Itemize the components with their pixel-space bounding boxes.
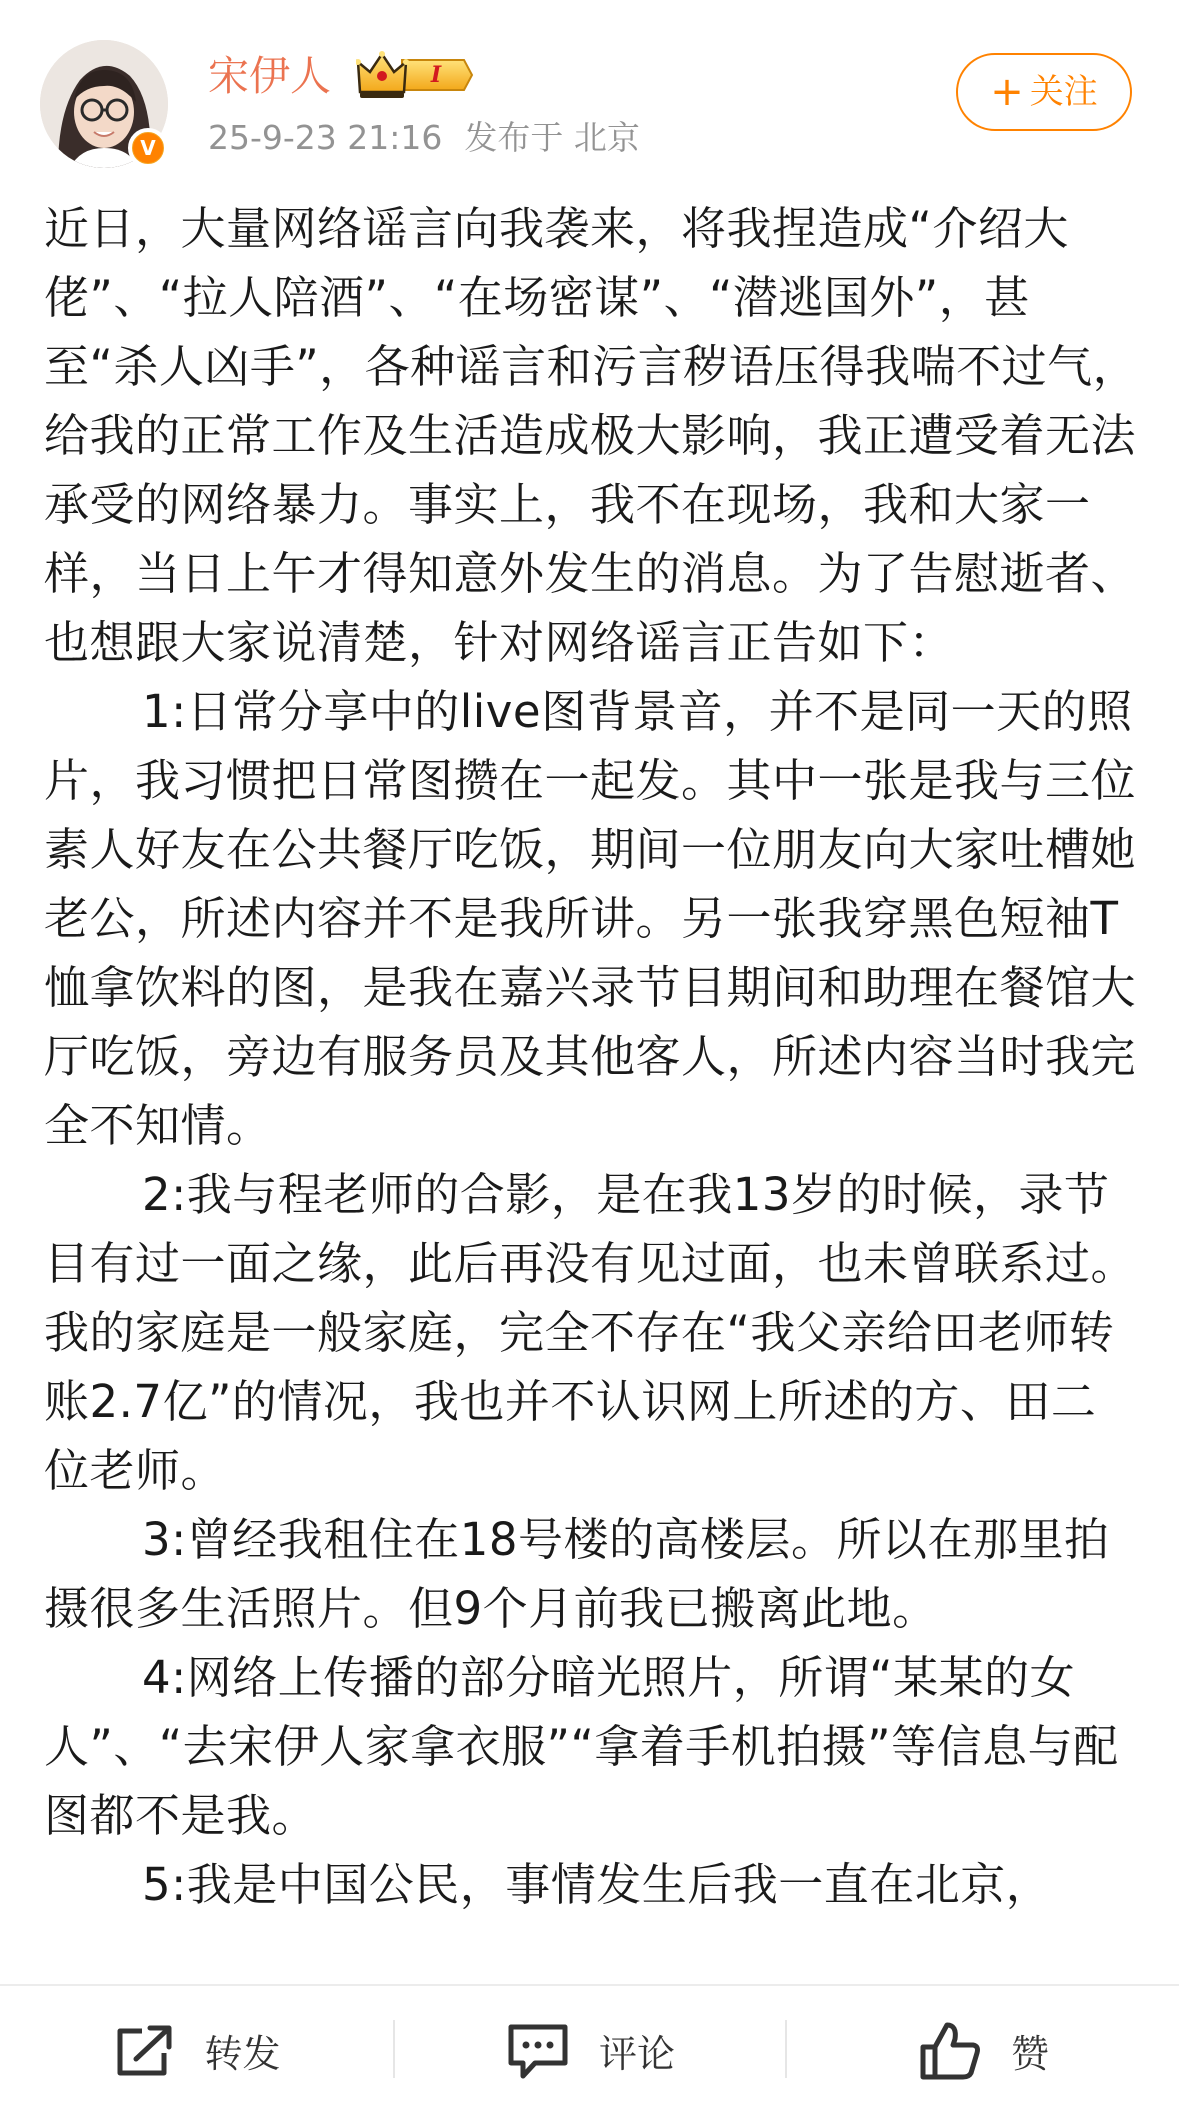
verified-badge-icon: V — [128, 128, 168, 168]
action-bar — [0, 1986, 1179, 2115]
plus-icon: + — [990, 69, 1024, 115]
user-name[interactable]: 宋伊人 — [208, 52, 331, 100]
comment-label: 评论 — [598, 2032, 675, 2076]
post-content — [44, 194, 1140, 1919]
comment-icon — [505, 2021, 571, 2081]
follow-label: 关注 — [1029, 72, 1098, 112]
post-paragraph: 1:日常分享中的live图背景音，并不是同一天的照片，我习惯把日常图攒在一起发。其中一张是我与三位素人好友在公共餐厅吃饭，期间一位朋友向大家吐槽她老公，所述内容并不是我所讲。另一张我穿黑色短袖T恤拿饮料的图，是我在嘉兴录节目期间和助理在餐馆大厅吃饭，旁边有服务员及其他客人，所述内容当时我完全不知情。 — [44, 685, 1137, 1152]
post-paragraph: 3:曾经我租住在18号楼的高楼层。所以在那里拍摄很多生活照片。但9个月前我已搬离此地。 — [44, 1513, 1110, 1635]
comment-button[interactable] — [395, 1986, 785, 2115]
like-label: 赞 — [1010, 2032, 1049, 2076]
like-icon — [917, 2019, 983, 2083]
post-time: 25-9-23 21:16 — [208, 118, 443, 157]
post-header — [0, 0, 1179, 180]
post-paragraph: 4:网络上传播的部分暗光照片，所谓“某某的女人”、“去宋伊人家拿衣服”“拿着手机拍摄”等信息与配图都不是我。 — [44, 1651, 1119, 1842]
repost-label: 转发 — [204, 2032, 281, 2076]
post-paragraph: 近日，大量网络谣言向我袭来，将我捏造成“介绍大佬”、“拉人陪酒”、“在场密谋”、“潜逃国外”，甚至“杀人凶手”，各种谣言和污言秽语压得我喘不过气，给我的正常工作及生活造成极大影响，我正遭受着无法承受的网络暴力。事实上，我不在现场，我和大家一样，当日上午才得知意外发生的消息。为了告慰逝者、也想跟大家说清楚，针对网络谣言正告如下： — [44, 202, 1139, 669]
post-paragraph: 5:我是中国公民，事情发生后我一直在北京， — [142, 1858, 1052, 1911]
member-crown-icon[interactable] — [356, 48, 474, 102]
post-source: 发布于 北京 — [464, 118, 640, 157]
post-meta — [208, 116, 640, 160]
follow-button[interactable] — [956, 53, 1132, 131]
member-level: I — [430, 62, 442, 88]
like-button[interactable] — [787, 1986, 1179, 2115]
share-icon — [112, 2023, 176, 2079]
repost-button[interactable] — [0, 1986, 393, 2115]
post-paragraph: 2:我与程老师的合影，是在我13岁的时候，录节目有过一面之缘，此后再没有见过面，也未曾联系过。我的家庭是一般家庭，完全不存在“我父亲给田老师转账2.7亿”的情况，我也并不认识网上所述的方、田二位老师。 — [44, 1168, 1137, 1497]
